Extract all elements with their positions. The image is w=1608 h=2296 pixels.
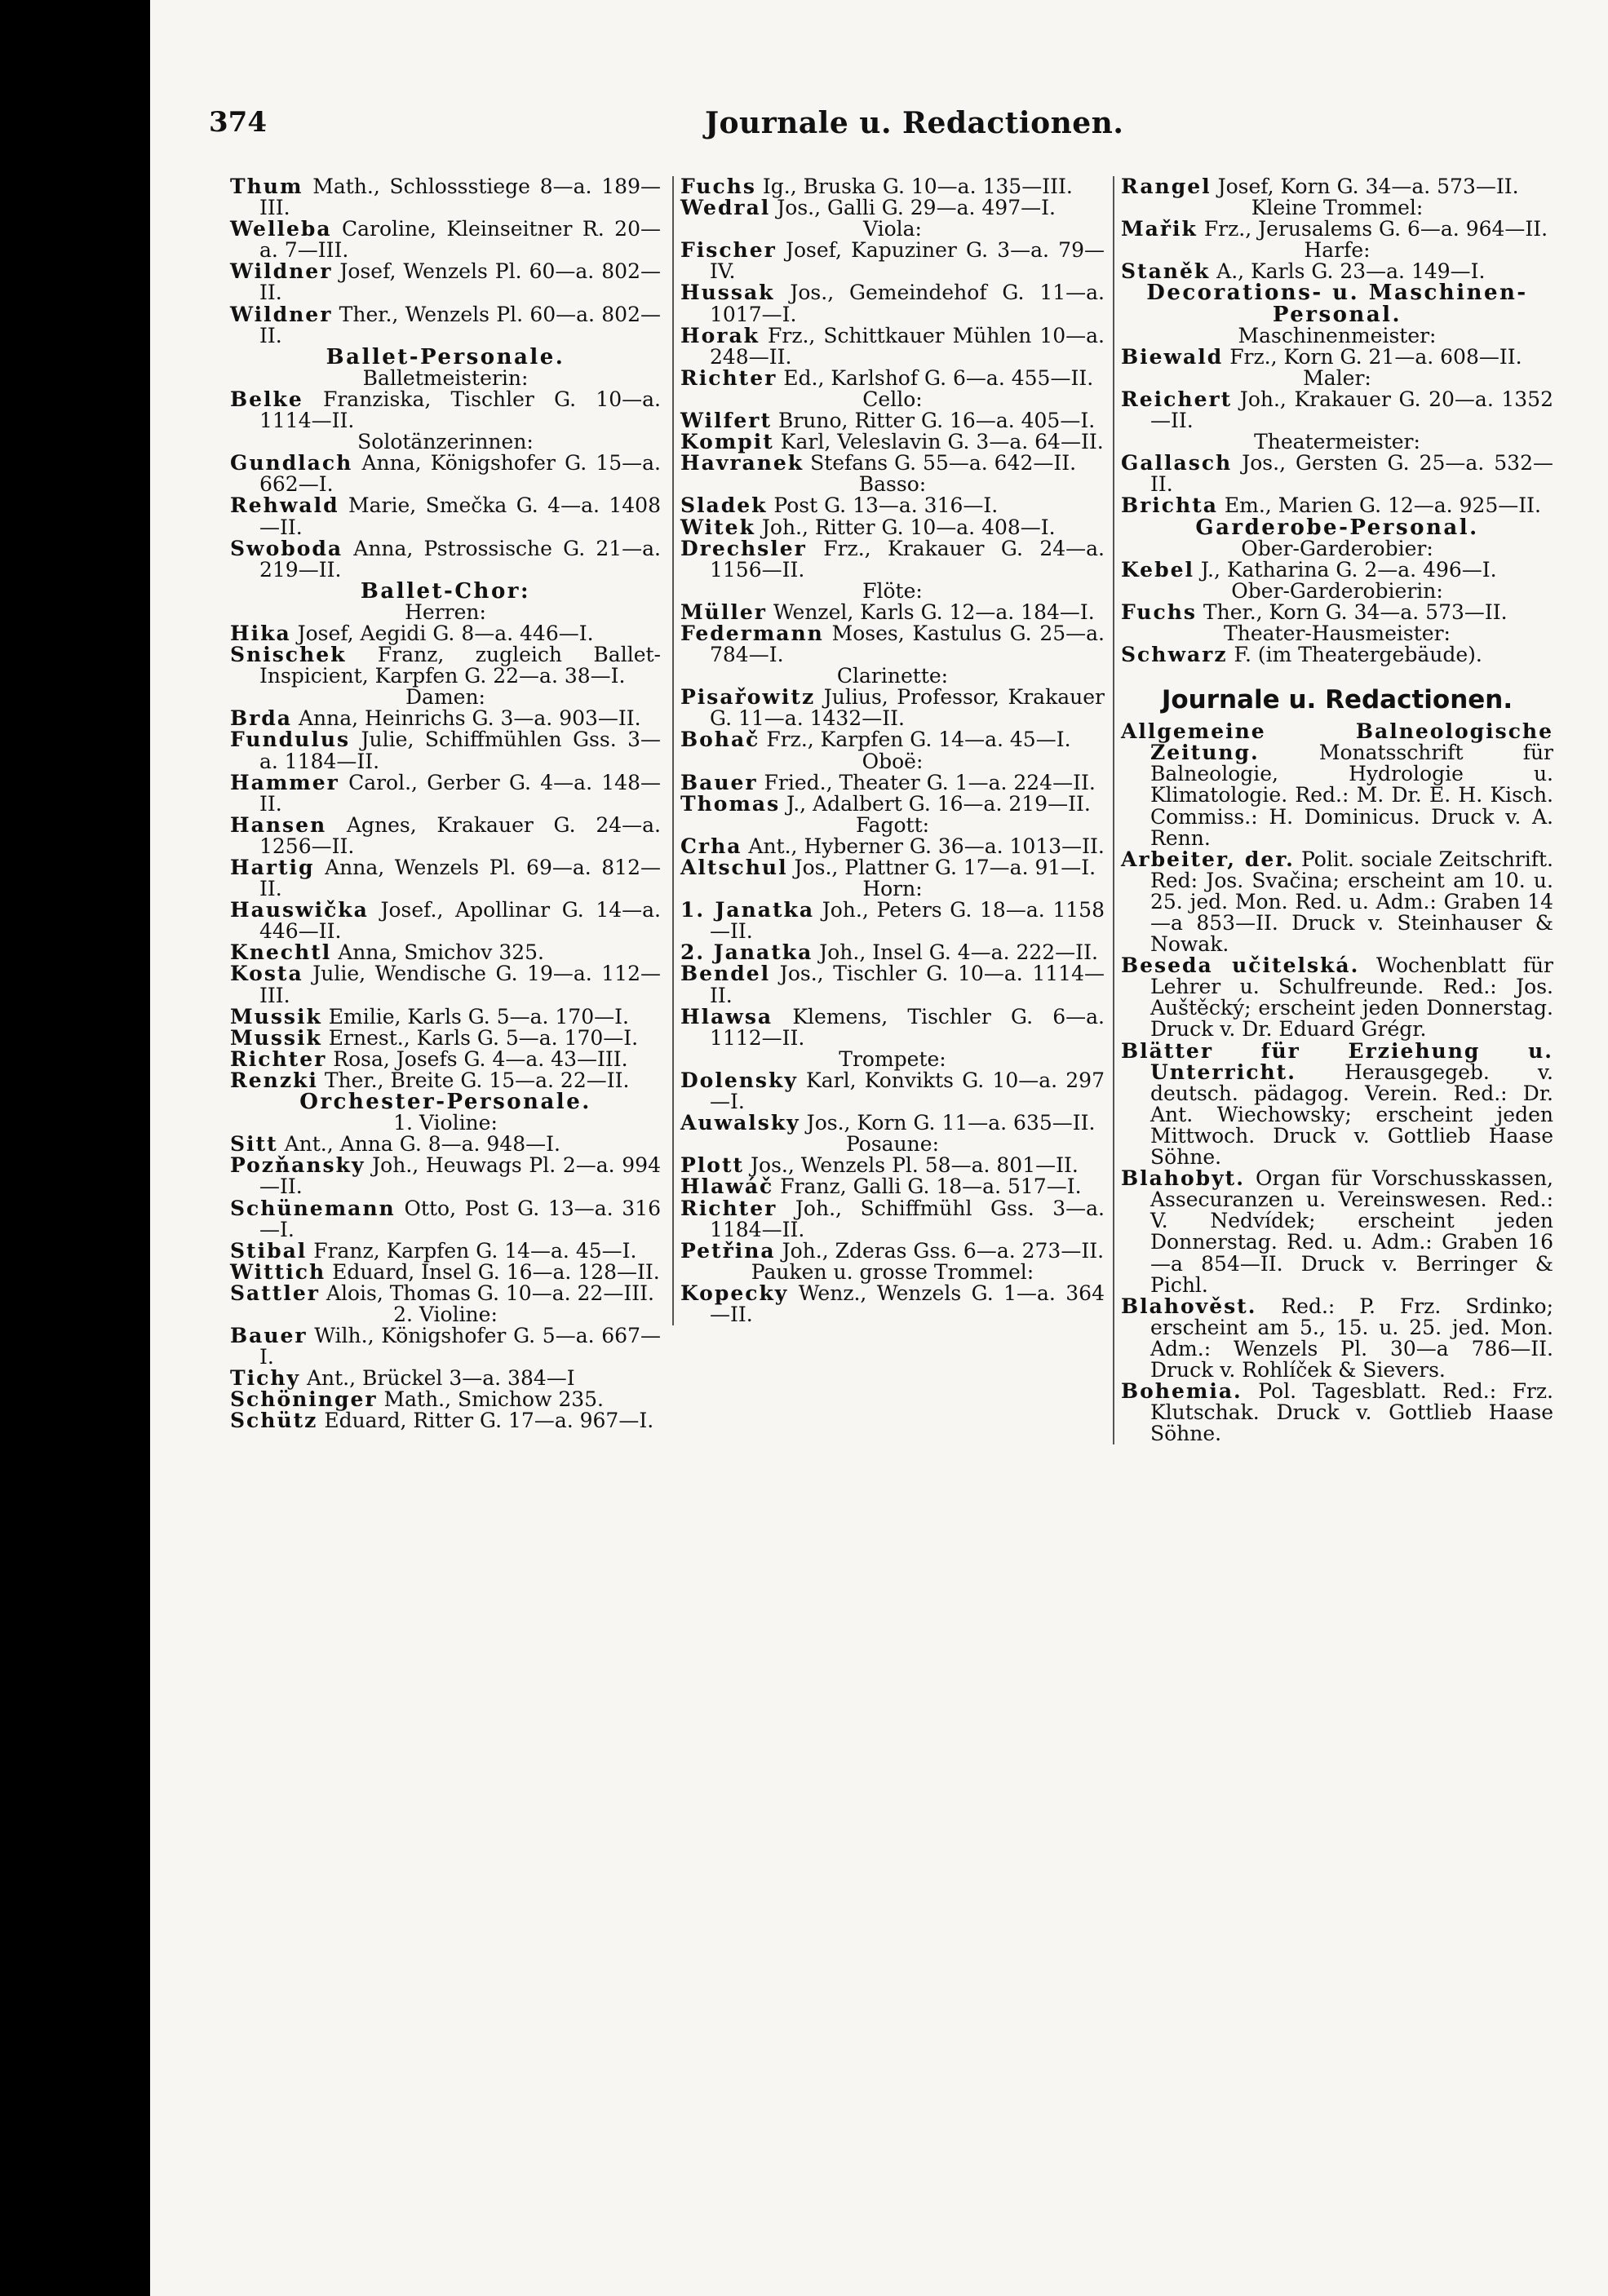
entry-name: Fischer <box>680 238 777 263</box>
entry-details: Joh., Krakauer G. 20—a. 1352—II. <box>1150 387 1553 433</box>
directory-entry <box>230 708 661 729</box>
entry-name: Hlawáč <box>680 1175 774 1199</box>
entry-details: Frz., Krakauer G. 24—a. 1156—II. <box>710 536 1105 582</box>
running-title: Journale u. Redactionen. <box>705 106 1124 140</box>
entry-name: Gallasch <box>1121 451 1233 476</box>
directory-entry <box>230 857 661 900</box>
entry-name: Brda <box>230 706 292 731</box>
section-subheading: Herren: <box>405 599 486 624</box>
entry-details: Otto, Post G. 13—a. 316—I. <box>259 1196 662 1241</box>
entry-details: Frz., Schittkauer Mühlen 10—a. 248—II. <box>710 323 1105 369</box>
entry-name: Biewald <box>1121 344 1224 369</box>
entry-details: Ant., Anna G. 8—a. 948—I. <box>284 1132 560 1157</box>
directory-entry <box>680 1113 1105 1134</box>
directory-entry <box>230 453 661 495</box>
directory-entry <box>680 836 1105 857</box>
directory-entry <box>680 729 1105 750</box>
entry-details: Josef, Kapuziner G. 3—a. 79—IV. <box>710 238 1105 284</box>
entry-name: Beseda učitelská. <box>1121 953 1360 978</box>
entry-details: Jos., Plattner G. 17—a. 91—I. <box>794 856 1096 879</box>
entry-name: Kopecky <box>680 1281 789 1305</box>
entry-details: Jos., Tischler G. 10—a. 1114—II. <box>710 962 1105 1007</box>
directory-entry <box>1121 1296 1553 1381</box>
entry-details: Jos., Gemeindehof G. 11—a. 1017—I. <box>710 281 1105 326</box>
entry-name: Fuchs <box>1121 599 1197 624</box>
section-subheading: Viola: <box>863 217 922 241</box>
entry-details: Ther., Breite G. 15—a. 22—II. <box>324 1068 630 1092</box>
directory-entry <box>230 623 661 644</box>
entry-name: Hlawsa <box>680 1004 773 1029</box>
entry-name: Mussik <box>230 1025 322 1050</box>
page <box>150 0 1608 2296</box>
entry-details: J., Adalbert G. 16—a. 219—II. <box>786 791 1091 816</box>
directory-entry <box>230 963 661 1006</box>
entry-details: Em., Marien G. 12—a. 925—II. <box>1224 493 1541 518</box>
directory-entry <box>1121 1038 1554 1170</box>
directory-entry <box>680 857 1105 878</box>
section-subheading: Basso: <box>858 472 927 497</box>
entry-details: Math., Smichow 235. <box>383 1387 604 1412</box>
section-subheading: Ober-Garderobier: <box>1241 536 1433 560</box>
entry-name: Allgemeine Balneologische Zeitung. <box>1121 719 1553 765</box>
entry-name: Schwarz <box>1121 643 1228 667</box>
directory-entry <box>1121 1381 1553 1444</box>
entry-name: Federmann <box>680 621 824 645</box>
entry-name: Bohač <box>680 728 760 752</box>
directory-entry <box>680 325 1105 368</box>
entry-name: Schünemann <box>230 1196 396 1220</box>
entry-name: Petřina <box>680 1238 776 1263</box>
directory-entry <box>680 687 1105 729</box>
directory-entry <box>680 1155 1105 1176</box>
directory-entry <box>230 900 661 942</box>
entry-details: Herausgegeb. v. deutsch. pädagog. Verein. Red.: Dr. Ant. Wiechowsky; erscheint jeden Mittwoch. Druck v. Gottlieb Haase Söhne. <box>1150 1060 1554 1170</box>
entry-name: Tichy <box>230 1366 301 1391</box>
section-heading: Journale u. Redactionen. <box>1161 685 1513 715</box>
directory-entry <box>230 1046 661 1071</box>
directory-entry <box>230 1070 661 1091</box>
section-subheading: Kleine Trommel: <box>1251 196 1424 220</box>
entry-details: Emilie, Karls G. 5—a. 170—I. <box>328 1004 629 1029</box>
entry-details: Wilh., Königshofer G. 5—a. 667—I. <box>259 1324 661 1369</box>
entry-name: Gundlach <box>230 451 353 476</box>
section-subheading: Maler: <box>1303 365 1371 390</box>
section-heading: Ballet-Personale. <box>326 344 565 369</box>
entry-name: Hussak <box>680 281 775 305</box>
directory-entry <box>230 304 661 347</box>
directory-entry <box>230 495 661 538</box>
directory-entry <box>230 644 661 687</box>
section-subheading: Fagott: <box>855 812 930 837</box>
entry-details: Post G. 13—a. 316—I. <box>773 493 999 518</box>
entry-name: Hauswička <box>230 898 369 922</box>
entry-name: Schöninger <box>230 1387 378 1412</box>
section-subheading: Horn: <box>862 877 923 901</box>
entry-details: Ernest., Karls G. 5—a. 170—I. <box>328 1025 639 1050</box>
directory-entry <box>230 1283 661 1304</box>
entry-details: Jos., Gersten G. 25—a. 532—II. <box>1150 451 1553 497</box>
entry-details: Julie, Schiffmühlen Gss. 3—a. 1184—II. <box>259 728 661 773</box>
directory-entry <box>1121 557 1553 582</box>
entry-details: Wenz., Wenzels G. 1—a. 364—II. <box>710 1281 1105 1326</box>
entry-name: Kosta <box>230 962 303 986</box>
directory-entry <box>680 1176 1105 1197</box>
directory-entry <box>1121 453 1553 495</box>
directory-entry <box>680 197 1105 219</box>
entry-name: Hammer <box>230 770 339 794</box>
entry-details: Rosa, Josefs G. 4—a. 43—III. <box>333 1046 628 1071</box>
directory-entry <box>230 1006 661 1028</box>
entry-details: Ig., Bruska G. 10—a. 135—III. <box>762 175 1073 198</box>
section-subheading: Cello: <box>862 387 923 411</box>
entry-name: Snischek <box>230 643 347 667</box>
directory-entry <box>680 517 1105 538</box>
entry-name: Kebel <box>1121 557 1194 582</box>
section-subheading: Balletmeisterin: <box>362 365 529 390</box>
entry-details: Ant., Hyberner G. 36—a. 1013—II. <box>748 834 1105 858</box>
entry-name: Mussik <box>230 1004 322 1029</box>
entry-details: Julie, Wendische G. 19—a. 112—III. <box>259 962 661 1007</box>
entry-name: Witek <box>680 515 755 539</box>
entry-name: Drechsler <box>680 536 807 560</box>
directory-entry <box>680 1198 1105 1241</box>
directory-entry <box>230 1368 661 1389</box>
directory-entry <box>680 495 1105 516</box>
entry-name: Kompit <box>680 430 774 454</box>
section-subheading: Theater-Hausmeister: <box>1224 621 1451 645</box>
entry-details: F. (im Theatergebäude). <box>1234 643 1482 667</box>
section-subheading: Clarinette: <box>836 664 949 688</box>
entry-details: Joh., Peters G. 18—a. 1158—II. <box>710 898 1105 944</box>
entry-details: Jos., Galli G. 29—a. 497—I. <box>777 196 1056 220</box>
entry-name: Wedral <box>680 196 771 220</box>
directory-entry <box>680 1070 1105 1113</box>
entry-name: Horak <box>680 323 760 347</box>
entry-details: Red.: P. Frz. Srdinko; erscheint am 5., 15. u. 25. jed. Mon. Adm.: Wenzels Pl. 30—a 786—II. Druck v. Rohlíček & Sievers. <box>1150 1294 1554 1382</box>
entry-details: Monatsschrift für Balneologie, Hydrologie u. Klimatologie. Red.: M. Dr. E. H. Kisch. Commiss.: H. Dominicus. Druck v. A. Renn. <box>1150 741 1553 850</box>
section-heading: Orchester-Personale. <box>299 1090 591 1115</box>
entry-name: Fuchs <box>680 175 756 198</box>
entry-name: Altschul <box>680 856 788 879</box>
entry-details: Polit. sociale Zeitschrift. Red: Jos. Svačina; erscheint am 10. u. 25. jed. Mon. Red. u. Adm.: Graben 14—a 853—II. Druck v. Steinhauser & Nowak. <box>1150 847 1553 957</box>
entry-details: Franz, zugleich Ballet-Inspicient, Karpfen G. 22—a. 38—I. <box>259 643 661 688</box>
directory-entry <box>1121 599 1553 624</box>
directory-entry <box>680 431 1105 453</box>
entry-name: Müller <box>680 599 767 624</box>
directory-entry <box>230 261 661 303</box>
directory-entry <box>680 282 1105 325</box>
entry-name: Hika <box>230 621 291 645</box>
directory-entry <box>230 812 661 858</box>
entry-name: Crha <box>680 834 742 858</box>
entry-details: Caroline, Kleinseitner R. 20—a. 7—III. <box>259 217 661 263</box>
entry-name: Wilfert <box>680 409 773 433</box>
directory-entry <box>680 1238 1105 1263</box>
entry-details: Franz, Karpfen G. 14—a. 45—I. <box>313 1238 637 1263</box>
entry-name: Pozňansky <box>230 1153 365 1178</box>
entry-details: Joh., Heuwags Pl. 2—a. 994—II. <box>259 1153 661 1199</box>
entry-details: Math., Schlossstiege 8—a. 189—III. <box>259 175 661 220</box>
entry-name: Thomas <box>680 791 781 816</box>
entry-name: Swoboda <box>230 536 343 560</box>
directory-entry <box>680 942 1105 963</box>
section-subheading: Ober-Garderobierin: <box>1231 578 1443 603</box>
directory-entry <box>230 1325 661 1368</box>
directory-entry <box>1121 344 1553 369</box>
entry-details: Franziska, Tischler G. 10—a. 1114—II. <box>259 387 661 433</box>
entry-details: Wenzel, Karls G. 12—a. 184—I. <box>773 599 1095 624</box>
entry-details: Jos., Korn G. 11—a. 635—II. <box>806 1111 1096 1135</box>
entry-name: Thum <box>230 175 303 198</box>
entry-details: Anna, Pstrossische G. 21—a. 219—II. <box>259 536 661 582</box>
directory-entry <box>230 1259 661 1284</box>
entry-details: Ed., Karlshof G. 6—a. 455—II. <box>783 365 1094 390</box>
directory-entry <box>230 219 661 261</box>
entry-details: Alois, Thomas G. 10—a. 22—III. <box>326 1281 654 1305</box>
directory-entry <box>230 389 661 431</box>
directory-entry <box>1121 176 1553 197</box>
entry-name: Rangel <box>1121 175 1212 198</box>
section-subheading: Solotänzerinnen: <box>357 430 534 454</box>
entry-details: Joh., Insel G. 4—a. 222—II. <box>819 940 1098 965</box>
entry-name: Blätter für Erziehung u. Unterricht. <box>1121 1038 1553 1084</box>
entry-details: Anna, Wenzels Pl. 69—a. 812—II. <box>259 856 661 901</box>
directory-entry <box>1121 721 1553 849</box>
directory-entry <box>230 176 661 219</box>
directory-entry <box>1121 389 1553 431</box>
directory-entry <box>680 791 1105 816</box>
column-middle <box>672 176 1105 1325</box>
directory-entry <box>1121 1168 1553 1296</box>
entry-name: 2. Janatka <box>680 940 813 965</box>
entry-details: Josef, Korn G. 34—a. 573—II. <box>1217 175 1519 198</box>
entry-name: Plott <box>680 1153 745 1178</box>
entry-name: Pisařowitz <box>680 685 816 710</box>
entry-name: Stibal <box>230 1238 308 1263</box>
directory-entry <box>680 538 1105 581</box>
entry-details: Ant., Brückel 3—a. 384—I <box>306 1366 575 1391</box>
section-subheading: Flöte: <box>862 578 923 603</box>
entry-details: Julius, Professor, Krakauer G. 11—a. 1432—II. <box>710 685 1105 731</box>
entry-name: Schütz <box>230 1409 318 1433</box>
directory-entry <box>230 729 661 772</box>
directory-entry <box>1121 849 1553 955</box>
directory-entry <box>230 538 661 581</box>
section-subheading: Pauken u. grosse Trommel: <box>751 1259 1034 1284</box>
entry-details: Eduard, Insel G. 16—a. 128—II. <box>332 1259 660 1284</box>
entry-name: Mařik <box>1121 217 1198 241</box>
entry-details: Anna, Smichov 325. <box>338 940 544 965</box>
entry-details: Ther., Wenzels Pl. 60—a. 802—II. <box>259 302 661 347</box>
directory-entry <box>680 176 1105 197</box>
section-subheading: Damen: <box>405 685 485 710</box>
entry-name: Richter <box>230 1046 327 1071</box>
entry-name: Arbeiter, der. <box>1121 847 1295 871</box>
directory-entry <box>1121 495 1553 516</box>
entry-name: Fundulus <box>230 728 351 752</box>
directory-entry <box>230 1025 661 1050</box>
section-heading: Ballet-Chor: <box>360 578 531 604</box>
entry-name: Auwalsky <box>680 1111 800 1135</box>
entry-details: Karl, Veleslavin G. 3—a. 64—II. <box>780 430 1104 454</box>
entry-name: Sattler <box>230 1281 320 1305</box>
directory-entry <box>230 772 661 815</box>
entry-name: Wildner <box>230 302 333 326</box>
entry-name: Hansen <box>230 812 327 837</box>
directory-entry <box>680 772 1105 794</box>
entry-details: Anna, Heinrichs G. 3—a. 903—II. <box>298 706 641 731</box>
entry-name: 1. Janatka <box>680 898 815 922</box>
directory-entry <box>680 240 1105 282</box>
directory-entry <box>1121 644 1553 666</box>
section-subheading: Theatermeister: <box>1254 430 1420 454</box>
entry-name: Rehwald <box>230 493 339 518</box>
entry-name: Bauer <box>230 1324 308 1348</box>
entry-details: Bruno, Ritter G. 16—a. 405—I. <box>777 409 1096 433</box>
entry-name: Blahověst. <box>1121 1294 1257 1318</box>
entry-details: Klemens, Tischler G. 6—a. 1112—II. <box>710 1004 1105 1050</box>
directory-entry <box>680 365 1105 390</box>
directory-entry <box>680 410 1105 431</box>
directory-entry <box>680 963 1105 1006</box>
entry-details: Ther., Korn G. 34—a. 573—II. <box>1203 599 1508 624</box>
entry-name: Bauer <box>680 770 758 794</box>
entry-name: Havranek <box>680 451 804 476</box>
entry-name: Wittich <box>230 1259 326 1284</box>
entry-name: Knechtl <box>230 940 332 965</box>
directory-entry <box>1121 261 1553 282</box>
directory-entry <box>680 599 1105 624</box>
entry-details: Pol. Tagesblatt. Red.: Frz. Klutschak. Druck v. Gottlieb Haase Söhne. <box>1150 1379 1554 1446</box>
entry-details: Carol., Gerber G. 4—a. 148—II. <box>259 770 661 816</box>
entry-name: Sitt <box>230 1132 278 1157</box>
section-subheading: Oboë: <box>862 749 924 773</box>
entry-details: Jos., Wenzels Pl. 58—a. 801—II. <box>751 1153 1079 1178</box>
entry-name: Belke <box>230 387 303 411</box>
entry-name: Brichta <box>1121 493 1218 518</box>
entry-details: Franz, Galli G. 18—a. 517—I. <box>780 1175 1082 1199</box>
section-subheading: Trompete: <box>839 1046 946 1071</box>
entry-name: Reichert <box>1121 387 1233 411</box>
directory-entry <box>680 623 1105 666</box>
entry-name: Sladek <box>680 493 768 518</box>
entry-name: Renzki <box>230 1068 318 1092</box>
entry-name: Staněk <box>1121 259 1211 284</box>
entry-details: Josef, Wenzels Pl. 60—a. 802—II. <box>259 259 661 305</box>
entry-name: Bendel <box>680 962 771 986</box>
column-right <box>1113 176 1553 1444</box>
entry-details: Frz., Karpfen G. 14—a. 45—I. <box>766 728 1071 752</box>
entry-details: Fried., Theater G. 1—a. 224—II. <box>764 770 1096 794</box>
entry-details: Joh., Ritter G. 10—a. 408—I. <box>761 515 1056 539</box>
directory-entry <box>230 1238 661 1263</box>
entry-name: Dolensky <box>680 1068 798 1092</box>
section-heading: Decorations- u. Maschinen-Personal. <box>1146 281 1528 327</box>
directory-entry <box>680 900 1105 942</box>
entry-details: J., Katharina G. 2—a. 496—I. <box>1200 557 1497 582</box>
entry-details: Frz., Korn G. 21—a. 608—II. <box>1229 344 1522 369</box>
entry-details: Agnes, Krakauer G. 24—a. 1256—II. <box>259 812 661 858</box>
entry-name: Richter <box>680 365 777 390</box>
directory-entry <box>680 1006 1105 1049</box>
page-header <box>150 106 1608 147</box>
entry-name: Wildner <box>230 259 333 284</box>
entry-name: Blahobyt. <box>1121 1166 1245 1191</box>
entry-details: Marie, Smečka G. 4—a. 1408—II. <box>259 493 661 539</box>
directory-entry <box>680 1283 1105 1325</box>
section-subheading: 1. Violine: <box>393 1111 498 1135</box>
entry-name: Hartig <box>230 856 315 879</box>
section-subheading: 2. Violine: <box>393 1302 498 1326</box>
entry-name: Bohemia. <box>1121 1379 1243 1404</box>
column-left <box>230 176 661 1432</box>
entry-details: Josef, Aegidi G. 8—a. 446—I. <box>297 621 594 645</box>
section-subheading: Posaune: <box>845 1132 939 1157</box>
entry-details: Anna, Königshofer G. 15—a. 662—I. <box>259 451 661 497</box>
entry-details: Frz., Jerusalems G. 6—a. 964—II. <box>1203 217 1548 241</box>
directory-entry <box>230 1155 661 1197</box>
directory-entry <box>1121 955 1553 1040</box>
entry-details: Moses, Kastulus G. 25—a. 784—I. <box>710 621 1105 667</box>
entry-name: Welleba <box>230 217 332 241</box>
directory-entry <box>230 1134 661 1155</box>
entry-details: Wochenblatt für Lehrer u. Schulfreunde. Red.: Jos. Auštěcký; erscheint jeden Donnerstag. Druck v. Dr. Eduard Grégr. <box>1150 953 1553 1042</box>
directory-entry <box>230 1410 661 1431</box>
section-subheading: Maschinenmeister: <box>1238 323 1437 347</box>
entry-details: Josef., Apollinar G. 14—a. 446—II. <box>259 898 661 944</box>
entry-name: Richter <box>680 1196 777 1220</box>
entry-details: Karl, Konvikts G. 10—a. 297—I. <box>710 1068 1105 1114</box>
section-heading: Garderobe-Personal. <box>1195 515 1479 540</box>
directory-entry <box>230 1389 661 1410</box>
directory-entry <box>230 942 661 963</box>
section-subheading: Harfe: <box>1304 238 1371 263</box>
entry-details: Organ für Vorschusskassen, Assecuranzen u. Vereinswesen. Red.: V. Nedvídek; erscheint jeden Donnerstag. Red. u. Adm.: Graben 16—a 854—II. Druck v. Berringer & Pichl. <box>1150 1166 1553 1297</box>
page-number: 374 <box>209 106 267 139</box>
directory-entry <box>230 1198 661 1241</box>
directory-entry <box>1121 219 1553 240</box>
entry-details: Joh., Zderas Gss. 6—a. 273—II. <box>782 1238 1105 1263</box>
entry-details: Eduard, Ritter G. 17—a. 967—I. <box>324 1409 654 1433</box>
entry-details: Joh., Schiffmühl Gss. 3—a. 1184—II. <box>710 1196 1105 1241</box>
directory-entry <box>680 453 1105 474</box>
entry-details: Stefans G. 55—a. 642—II. <box>810 451 1077 476</box>
entry-details: A., Karls G. 23—a. 149—I. <box>1216 259 1486 284</box>
